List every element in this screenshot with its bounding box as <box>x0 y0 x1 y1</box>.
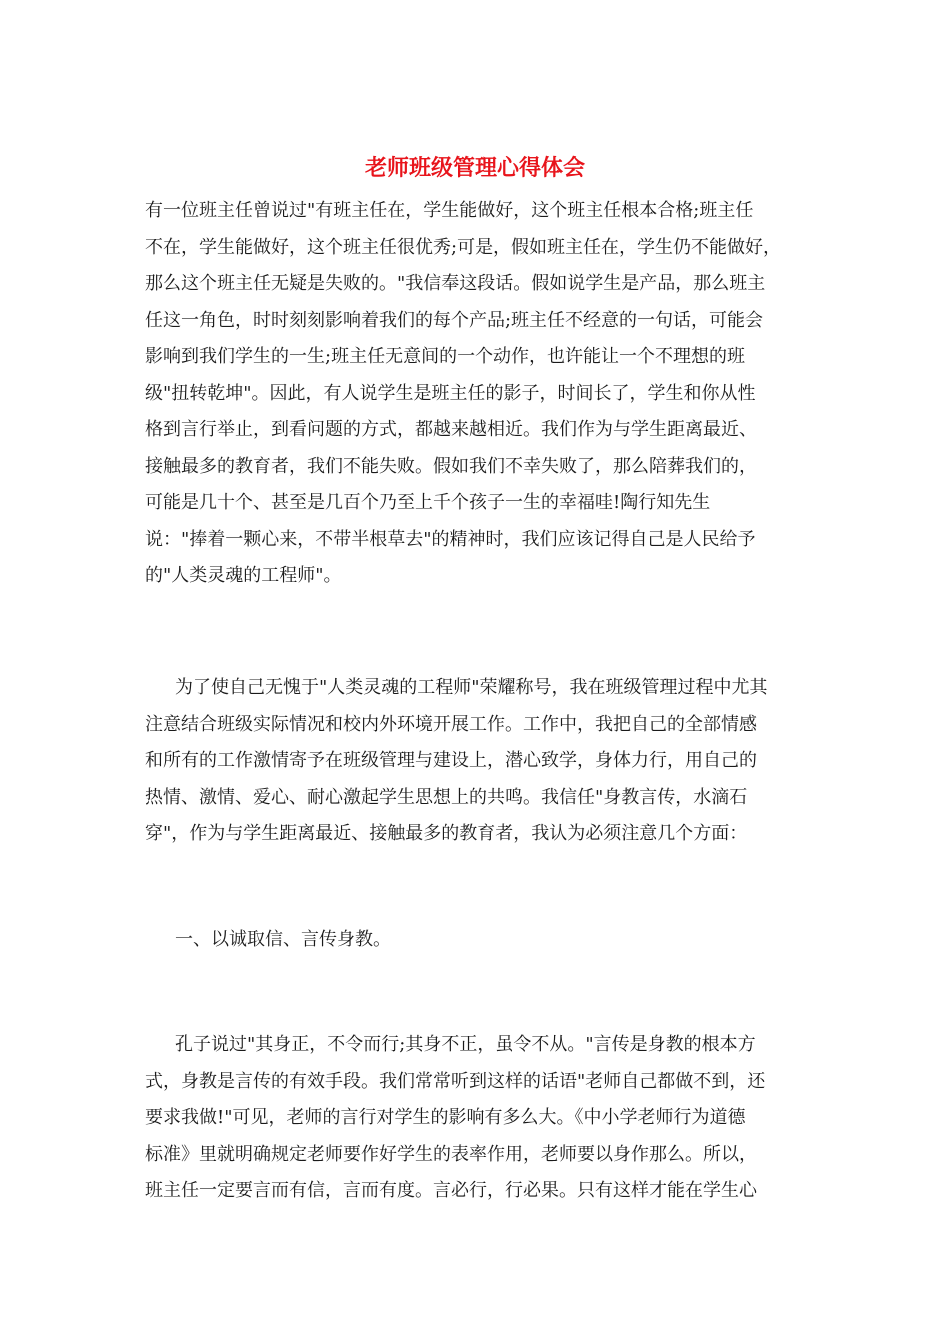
text-line: 式，身教是言传的有效手段。我们常常听到这样的话语"老师自己都做不到，还 <box>145 1070 766 1092</box>
text-line: 那么这个班主任无疑是失败的。"我信奉这段话。假如说学生是产品，那么班主 <box>145 273 766 294</box>
text-line: 标准》里就明确规定老师要作好学生的表率作用，老师要以身作那么。所以， <box>145 1143 757 1165</box>
text-line: 可能是几十个、甚至是几百个乃至上千个孩子一生的幸福哇!陶行知先生 <box>145 492 711 513</box>
text-line: 班主任一定要言而有信，言而有度。言必行，行必果。只有这样才能在学生心 <box>145 1180 757 1201</box>
text-line: 接触最多的教育者，我们不能失败。假如我们不幸失败了，那么陪葬我们的， <box>145 455 757 477</box>
section-heading-one <box>145 922 810 959</box>
text-line: 为了使自己无愧于"人类灵魂的工程师"荣耀称号，我在班级管理过程中尤其 <box>175 677 768 698</box>
text-line: 和所有的工作激情寄予在班级管理与建设上，潜心致学，身体力行，用自己的 <box>145 750 757 771</box>
text-line: 任这一角色，时时刻刻影响着我们的每个产品;班主任不经意的一句话，可能会 <box>145 309 764 331</box>
text-line: 级"扭转乾坤"。因此，有人说学生是班主任的影子，时间长了，学生和你从性 <box>145 382 756 404</box>
text-line: 孔子说过"其身正，不令而行;其身不正，虽令不从。"言传是身教的根本方 <box>175 1034 756 1055</box>
text-line: 热情、激情、爱心、耐心激起学生思想上的共鸣。我信任"身教言传，水滴石 <box>145 786 748 808</box>
text-line: 说："捧着一颗心来，不带半根草去"的精神时，我们应该记得自己是人民给予 <box>145 528 756 550</box>
text-line: 的"人类灵魂的工程师"。 <box>145 565 342 586</box>
text-line: 穿"，作为与学生距离最近、接触最多的教育者，我认为必须注意几个方面： <box>145 823 748 844</box>
text-line: 要求我做!"可见，老师的言行对学生的影响有多么大。《中小学老师行为道德 <box>145 1107 746 1128</box>
section-heading: 一、以诚取信、言传身教。 <box>175 929 391 950</box>
text-line: 注意结合班级实际情况和校内外环境开展工作。工作中，我把自己的全部情感 <box>145 713 757 735</box>
document-title: 老师班级管理心得体会 <box>364 155 585 181</box>
text-line: 有一位班主任曾说过"有班主任在，学生能做好，这个班主任根本合格;班主任 <box>145 200 754 221</box>
paragraph-work-approach <box>145 670 810 853</box>
text-line: 格到言行举止，到看问题的方式，都越来越相近。我们作为与学生距离最近、 <box>145 419 757 440</box>
paragraph-intro <box>145 193 810 595</box>
text-line: 不在，学生能做好，这个班主任很优秀;可是，假如班主任在，学生仍不能做好， <box>145 236 782 258</box>
text-line: 影响到我们学生的一生;班主任无意间的一个动作，也许能让一个不理想的班 <box>145 346 746 367</box>
paragraph-confucius <box>145 1027 810 1210</box>
